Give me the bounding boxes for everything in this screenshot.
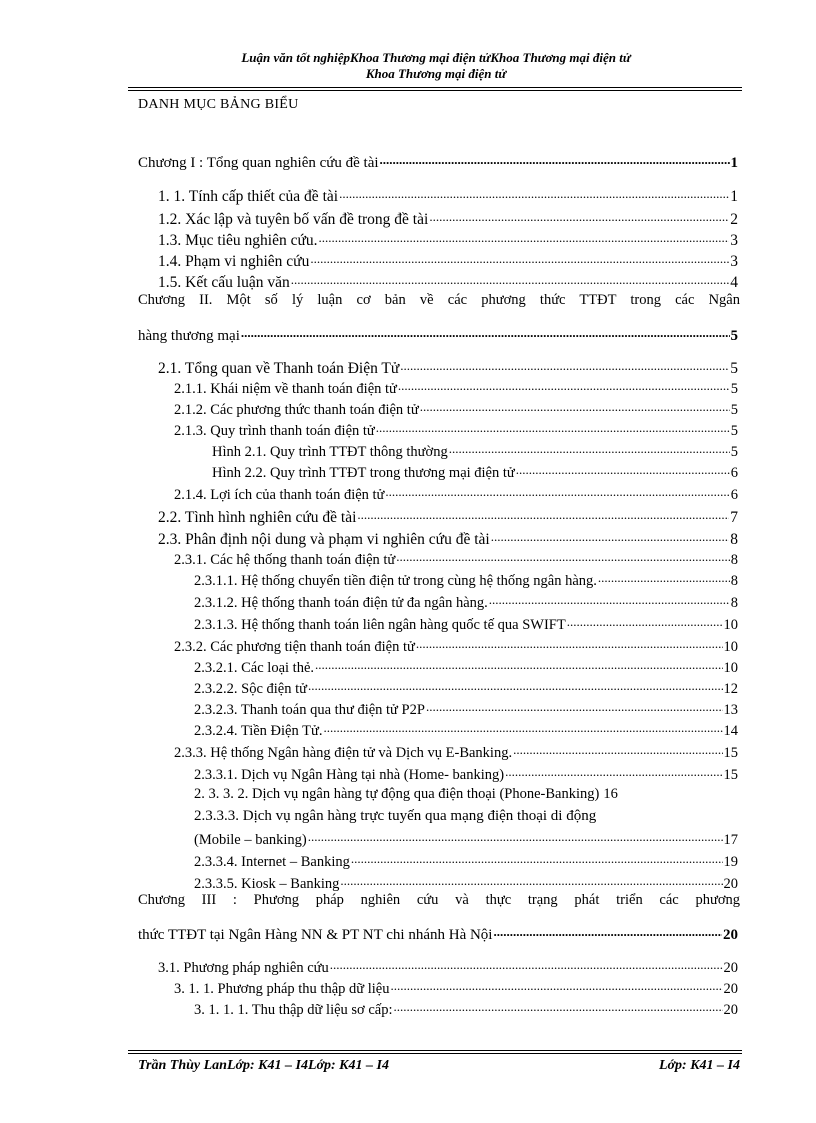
toc-leader [396,549,729,566]
toc-entry-page: 10 [723,639,738,655]
toc-entry-page: 14 [723,723,738,739]
toc-leader [391,978,723,995]
toc-entry[interactable] [212,441,738,461]
toc-entry-page: 17 [723,832,738,848]
toc-entry-page: 7 [730,509,738,526]
toc-entry[interactable] [194,999,738,1019]
toc-entry[interactable] [212,462,738,482]
toc-leader [340,873,722,890]
toc-entry-text: 2.1.3. Quy trình thanh toán điện tử [174,423,375,439]
toc-entry[interactable] [158,250,738,271]
page-header [128,50,744,82]
footer-left: Trần Thùy LanLớp: K41 – I4Lớp: K41 – I4 [138,1058,389,1073]
toc-entry[interactable] [158,185,738,206]
toc-entry-page: 15 [723,767,738,783]
toc-entry-text: 2.3.2.2. Sộc điện tử [194,681,307,697]
toc-leader [416,636,723,653]
toc-entry-wrapped[interactable]: 2.3.3.3. Dịch vụ ngân hàng trực tuyến qua mạng điện thoại di động [194,808,597,824]
toc-entry-page: 13 [723,702,738,718]
toc-chapter-line[interactable]: Chương III : Phương pháp nghiên cứu và thực trạng phát triển các phương [138,892,740,908]
toc-entry-text: 2.3.2.4. Tiền Điện Tử. [194,723,323,739]
toc-entry-text: 2.1.4. Lợi ích của thanh toán điện tử [174,487,385,503]
toc-entry-text: Chương I : Tổng quan nghiên cứu đề tài [138,155,379,171]
toc-entry-page: 19 [723,854,738,870]
header-line-1: Luận văn tốt nghiệpKhoa Thương mại điện tửKhoa Thương mại điện tử [241,50,631,65]
toc-entry-page: 4 [730,274,738,291]
toc-entry-text: 2.3.1.2. Hệ thống thanh toán điện tử đa ngân hàng. [194,595,488,611]
toc-entry[interactable] [194,786,752,803]
toc-entry-page: 2 [730,211,738,228]
toc-entry[interactable] [138,325,738,345]
toc-entry[interactable] [158,957,738,977]
toc-entry-text: 2.3.2.1. Các loại thẻ. [194,660,315,676]
toc-entry-text: 2.3.3.5. Kiosk – Banking [194,876,340,892]
toc-entry-page: 1 [730,155,738,171]
toc-entry-page: 15 [723,745,738,761]
toc-entry-text: 1. 1. Tính cấp thiết của đề tài [158,188,339,205]
toc-entry[interactable] [174,378,738,398]
toc-leader [308,829,723,846]
toc-entry-text: 2.1. Tổng quan về Thanh toán Điện Tử [158,360,400,377]
toc-entry-page: 8 [730,552,738,568]
toc-entry-text: 2.2. Tình hình nghiên cứu đề tài [158,509,357,526]
toc-entry-text: Hình 2.2. Quy trình TTĐT trong thương mại điện tử [212,465,515,481]
toc-leader [339,185,729,203]
toc-entry-text: 2.1.2. Các phương thức thanh toán điện tử [174,402,419,418]
toc-entry-page: 1 [730,188,738,205]
toc-entry-page: 16 [603,786,618,802]
toc-leader [489,592,730,609]
toc-entry-page: 5 [730,360,738,377]
toc-entry[interactable] [158,208,738,229]
toc-leader [323,720,722,737]
toc-entry[interactable] [194,764,738,784]
toc-entry-page: 6 [730,465,738,481]
toc-entry-text: 2.3.2.3. Thanh toán qua thư điện tử P2P [194,702,425,718]
toc-entry-text: 1.3. Mục tiêu nghiên cứu. [158,232,318,249]
footer-right: Lớp: K41 – I4 [658,1058,740,1073]
toc-leader [308,678,723,695]
toc-entry[interactable] [194,570,738,590]
toc-entry-text: 2.3.3.1. Dịch vụ Ngân Hàng tại nhà (Home- banking) [194,767,505,783]
toc-entry-page: 12 [723,681,738,697]
toc-entry[interactable] [194,699,738,719]
toc-leader [420,399,730,416]
toc-entry[interactable] [194,720,738,740]
toc-entry[interactable] [174,742,738,762]
toc-entry[interactable] [174,978,738,998]
toc-entry-page: 10 [723,660,738,676]
toc-entry[interactable] [158,506,738,527]
toc-entry-page: 8 [730,595,738,611]
toc-entry-page: 5 [730,381,738,397]
toc-entry-page: 20 [723,1002,738,1018]
toc-entry-page: 20 [723,960,738,976]
toc-entry-page: 20 [723,981,738,997]
toc-entry[interactable] [194,873,738,893]
toc-entry-text: hàng thương mại [138,328,240,344]
header-line-2: Khoa Thương mại điện tử [365,66,507,81]
toc-entry-text: 3. 1. 1. 1. Thu thập dữ liệu sơ cấp: [194,1002,393,1018]
toc-entry-text: 2.3.1. Các hệ thống thanh toán điện tử [174,552,396,568]
toc-entry-page: 5 [730,444,738,460]
toc-entry-page: 3 [730,232,738,249]
toc-entry-text: 3.1. Phương pháp nghiên cứu [158,960,329,976]
toc-entry-page: 5 [730,328,738,344]
toc-entry-page: 20 [723,876,738,892]
header-rule [128,87,742,91]
toc-entry[interactable] [174,484,738,504]
toc-entry-text: 2.3.1.1. Hệ thống chuyển tiền điện tử trong cùng hệ thống ngân hàng. [194,573,597,589]
toc-entry-text: 2.3. Phân định nội dung và phạm vi nghiên cứu đề tài [158,531,490,548]
toc-leader [426,699,723,716]
toc-entry[interactable] [158,229,738,250]
toc-entry[interactable] [138,924,738,944]
toc-entry-text: 3. 1. 1. Phương pháp thu thập dữ liệu [174,981,390,997]
toc-entry[interactable] [194,678,738,698]
toc-entry[interactable] [158,357,738,378]
toc-entry-text: 2.3.3. Hệ thống Ngân hàng điện tử và Dịch vụ E-Banking. [174,745,513,761]
toc-entry-page: 3 [730,253,738,270]
toc-entry[interactable] [194,592,738,612]
toc-leader [315,657,722,674]
toc-entry-text: 2.1.1. Khái niệm về thanh toán điện tử [174,381,397,397]
toc-leader [385,484,729,501]
list-title: DANH MỤC BẢNG BIỂU [138,97,299,112]
toc-leader [291,271,730,289]
toc-entry-text: 1.2. Xác lập và tuyên bố vấn đề trong đề tài [158,211,429,228]
toc-leader [516,462,730,479]
toc-leader [351,851,723,868]
toc-leader [513,742,722,759]
toc-leader [493,924,722,941]
toc-leader [491,528,730,546]
toc-leader [429,208,729,226]
toc-leader [376,420,730,437]
toc-entry-page: 8 [730,531,738,548]
toc-entry-text: 2. 3. 3. 2. Dịch vụ ngân hàng tự động qua điện thoại (Phone-Banking) [194,786,600,802]
toc-leader [330,957,723,974]
toc-leader [449,441,730,458]
toc-entry[interactable] [194,657,738,677]
toc-entry[interactable] [158,271,738,292]
toc-entry[interactable] [138,152,738,172]
toc-leader [398,378,730,395]
toc-leader [241,325,730,342]
toc-entry[interactable] [174,636,738,656]
toc-leader [394,999,723,1016]
toc-entry-page: 8 [730,573,738,589]
toc-leader [310,250,729,268]
toc-entry-text: 2.3.3.4. Internet – Banking [194,854,350,870]
toc-entry-text: 2.3.2. Các phương tiện thanh toán điện tử [174,639,415,655]
toc-entry[interactable] [174,399,738,419]
toc-entry-text: 1.5. Kết cấu luận văn [158,274,290,291]
toc-leader [400,357,729,375]
toc-entry[interactable] [194,614,738,634]
toc-leader [319,229,730,247]
toc-entry-page: 10 [723,617,738,633]
toc-entry-page: 5 [730,402,738,418]
toc-entry-page: 6 [730,487,738,503]
toc-leader [357,506,729,524]
toc-entry[interactable] [158,528,738,549]
toc-entry-text: Hình 2.1. Quy trình TTĐT thông thường [212,444,448,460]
toc-leader [380,152,730,169]
toc-leader [567,614,723,631]
toc-entry-text: 2.3.1.3. Hệ thống thanh toán liên ngân hàng quốc tế qua SWIFT [194,617,566,633]
toc-entry[interactable] [174,420,738,440]
toc-entry-text: (Mobile – banking) [194,832,307,848]
toc-entry[interactable] [194,829,738,849]
toc-leader [598,570,730,587]
toc-entry-page: 5 [730,423,738,439]
toc-entry-page: 20 [723,927,738,943]
footer-rule [128,1050,742,1054]
toc-chapter-line[interactable]: Chương II. Một số lý luận cơ bản về các phương thức TTĐT trong các Ngân [138,292,740,308]
toc-entry-text: 1.4. Phạm vi nghiên cứu [158,253,310,270]
toc-entry-text: thức TTĐT tại Ngân Hàng NN & PT NT chi nhánh Hà Nội [138,927,493,943]
toc-leader [505,764,722,781]
toc-entry[interactable] [174,549,738,569]
toc-entry[interactable] [194,851,738,871]
